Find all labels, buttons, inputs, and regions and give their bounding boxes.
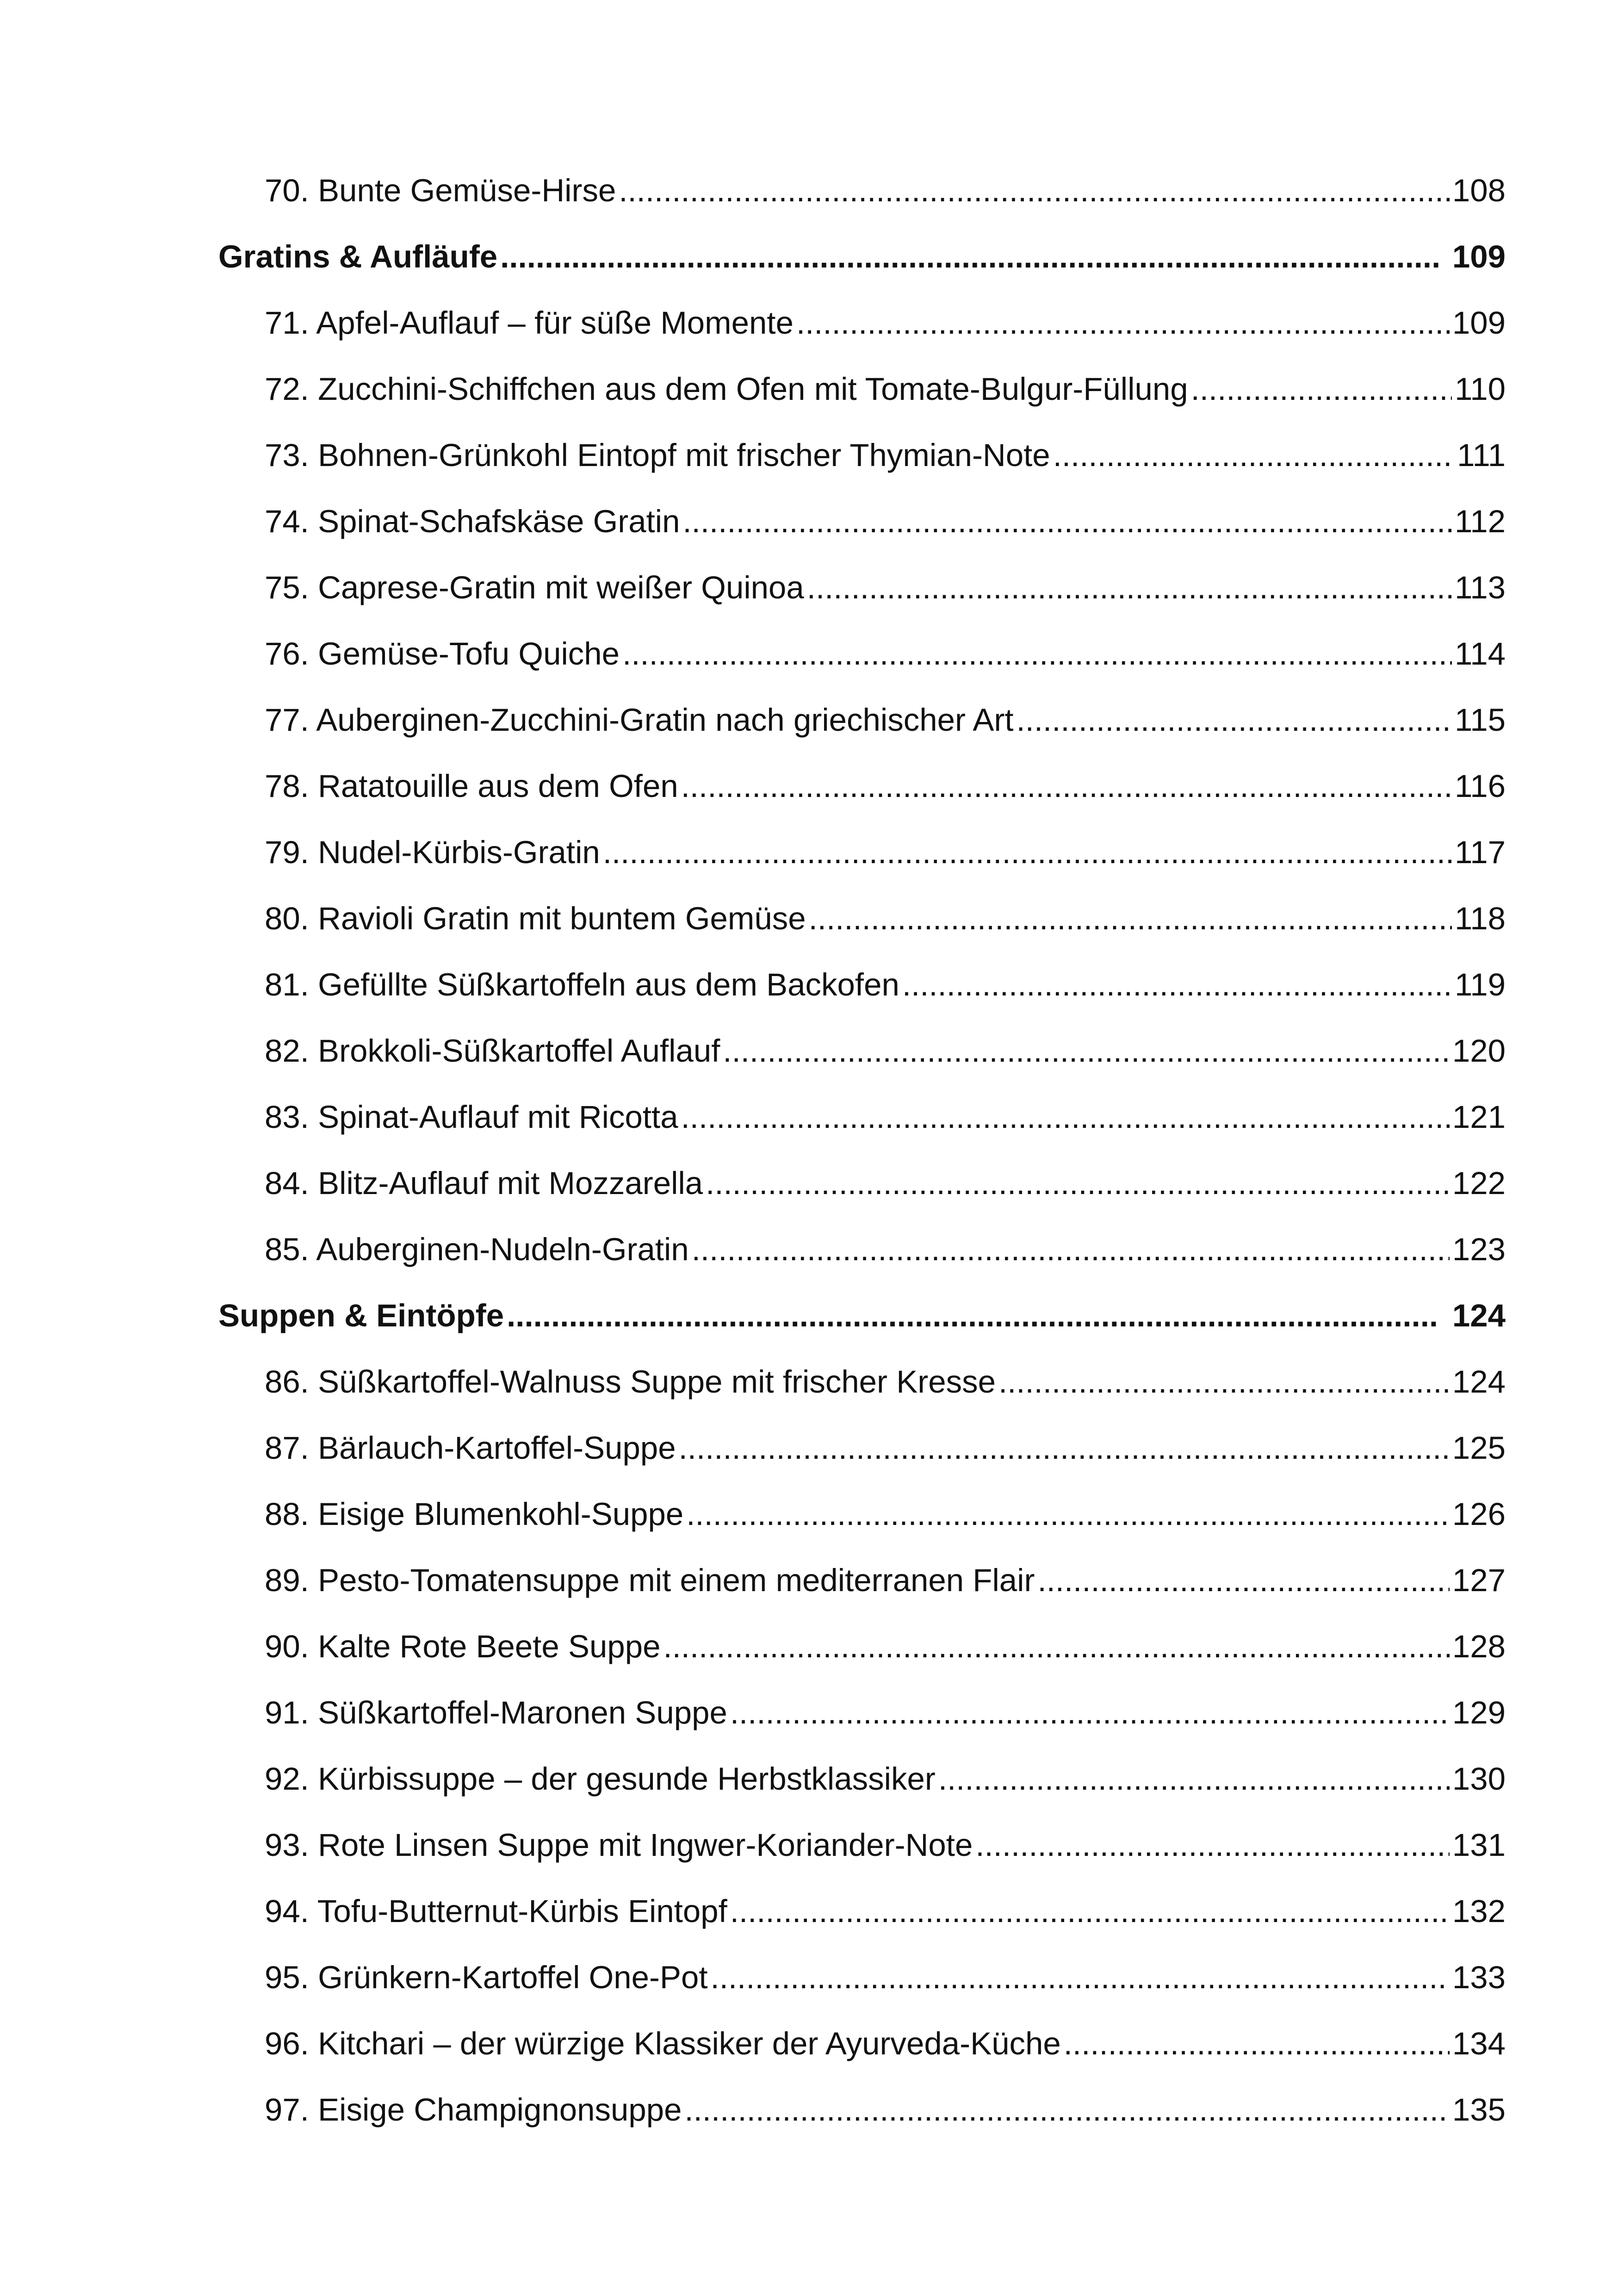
dot-leader	[1191, 356, 1452, 422]
toc-section-heading	[218, 1282, 1506, 1349]
toc-title: 85. Auberginen-Nudeln-Gratin	[265, 1232, 689, 1267]
dot-leader	[809, 885, 1452, 952]
dot-leader	[682, 488, 1452, 554]
toc-page-number: 112	[1454, 504, 1506, 539]
toc-title: 73. Bohnen-Grünkohl Eintopf mit frischer Thymian-Note	[265, 437, 1050, 473]
toc-entry	[218, 1018, 1506, 1084]
dot-leader	[679, 1415, 1450, 1481]
dot-leader	[681, 1084, 1450, 1150]
toc-page-number: 120	[1452, 1033, 1506, 1069]
toc-entry	[218, 1415, 1506, 1481]
toc-page-number: 125	[1452, 1430, 1506, 1466]
dot-leader	[975, 1812, 1450, 1878]
toc-title: 81. Gefüllte Süßkartoffeln aus dem Backofen	[265, 967, 899, 1002]
dot-leader	[686, 1481, 1450, 1547]
toc-title: 94. Tofu-Butternut-Kürbis Eintopf	[265, 1893, 727, 1929]
dot-leader	[730, 1680, 1450, 1746]
toc-page-number: 130	[1452, 1761, 1506, 1797]
toc-entry	[218, 1878, 1506, 1944]
dot-leader	[507, 1282, 1438, 1349]
toc-title: 70. Bunte Gemüse-Hirse	[265, 173, 616, 208]
toc-page-number: 124	[1452, 1364, 1506, 1400]
toc-title: 79. Nudel-Kürbis-Gratin	[265, 834, 600, 870]
toc-entry	[218, 753, 1506, 819]
toc-entry	[218, 2010, 1506, 2077]
dot-leader	[807, 554, 1452, 621]
toc-title: 89. Pesto-Tomatensuppe mit einem mediterranen Flair	[265, 1562, 1035, 1598]
toc-entry	[218, 157, 1506, 224]
toc-page-number: 121	[1452, 1099, 1506, 1135]
toc-entry	[218, 488, 1506, 554]
dot-leader	[998, 1349, 1450, 1415]
toc-page-number: 118	[1454, 901, 1506, 936]
toc-page-number: 135	[1452, 2092, 1506, 2128]
dot-leader	[684, 2077, 1449, 2143]
toc-page-number: 117	[1454, 834, 1506, 870]
dot-leader	[1017, 687, 1452, 753]
toc-page-number: 134	[1452, 2026, 1506, 2061]
toc-title: 87. Bärlauch-Kartoffel-Suppe	[265, 1430, 676, 1466]
toc-entry	[218, 1084, 1506, 1150]
dot-leader	[500, 224, 1438, 290]
dot-leader	[938, 1746, 1450, 1812]
dot-leader	[711, 1944, 1450, 2010]
toc-entry	[218, 687, 1506, 753]
toc-page-number: 109	[1452, 305, 1506, 341]
toc-entry	[218, 1944, 1506, 2010]
dot-leader	[681, 753, 1452, 819]
toc-page-number: 129	[1452, 1695, 1506, 1730]
toc-title: Gratins & Aufläufe	[218, 239, 498, 274]
toc-title: 74. Spinat-Schafskäse Gratin	[265, 504, 680, 539]
toc-entry	[218, 422, 1506, 488]
dot-leader	[603, 819, 1452, 885]
toc-entry	[218, 1150, 1506, 1216]
toc-title: 83. Spinat-Auflauf mit Ricotta	[265, 1099, 678, 1135]
dot-leader	[622, 621, 1452, 687]
dot-leader	[730, 1878, 1450, 1944]
toc-title: 93. Rote Linsen Suppe mit Ingwer-Koriander-Note	[265, 1827, 973, 1863]
toc-entry	[218, 1680, 1506, 1746]
toc-page-number: 119	[1454, 967, 1506, 1002]
toc-page-number: 131	[1452, 1827, 1506, 1863]
toc-title: 91. Süßkartoffel-Maronen Suppe	[265, 1695, 727, 1730]
toc-title: 75. Caprese-Gratin mit weißer Quinoa	[265, 570, 804, 605]
toc-title: 97. Eisige Champignonsuppe	[265, 2092, 682, 2128]
toc-page-number: 128	[1452, 1629, 1506, 1664]
toc-title: 96. Kitchari – der würzige Klassiker der Ayurveda-Küche	[265, 2026, 1061, 2061]
toc-entry	[218, 1349, 1506, 1415]
table-of-contents	[218, 157, 1506, 2143]
toc-entry	[218, 1812, 1506, 1878]
toc-title: 80. Ravioli Gratin mit buntem Gemüse	[265, 901, 806, 936]
toc-entry	[218, 1746, 1506, 1812]
toc-title: 86. Süßkartoffel-Walnuss Suppe mit frischer Kresse	[265, 1364, 996, 1400]
toc-title: 72. Zucchini-Schiffchen aus dem Ofen mit Tomate-Bulgur-Füllung	[265, 371, 1188, 407]
toc-entry	[218, 1613, 1506, 1680]
toc-title: 76. Gemüse-Tofu Quiche	[265, 636, 620, 672]
toc-entry	[218, 885, 1506, 952]
toc-page-number: 126	[1452, 1496, 1506, 1532]
toc-title: 90. Kalte Rote Beete Suppe	[265, 1629, 661, 1664]
toc-entry	[218, 2077, 1506, 2143]
toc-page-number: 133	[1452, 1960, 1506, 1995]
dot-leader	[796, 290, 1450, 356]
toc-page-number: 122	[1452, 1165, 1506, 1201]
toc-entry	[218, 1216, 1506, 1282]
toc-title: 82. Brokkoli-Süßkartoffel Auflauf	[265, 1033, 720, 1069]
toc-page-number: 115	[1454, 702, 1506, 738]
toc-page-number: 110	[1454, 371, 1506, 407]
toc-title: Suppen & Eintöpfe	[218, 1298, 504, 1333]
toc-page-number: 124	[1452, 1298, 1506, 1333]
toc-entry	[218, 1481, 1506, 1547]
toc-entry	[218, 356, 1506, 422]
toc-title: 71. Apfel-Auflauf – für süße Momente	[265, 305, 794, 341]
toc-entry	[218, 819, 1506, 885]
dot-leader	[723, 1018, 1449, 1084]
toc-title: 92. Kürbissuppe – der gesunde Herbstklassiker	[265, 1761, 936, 1797]
dot-leader	[1064, 2010, 1450, 2077]
dot-leader	[1037, 1547, 1449, 1613]
toc-title: 95. Grünkern-Kartoffel One-Pot	[265, 1960, 708, 1995]
toc-entry	[218, 554, 1506, 621]
dot-leader	[706, 1150, 1450, 1216]
toc-title: 77. Auberginen-Zucchini-Gratin nach griechischer Art	[265, 702, 1014, 738]
toc-entry	[218, 290, 1506, 356]
toc-page-number: 108	[1452, 173, 1506, 208]
toc-page-number: 127	[1452, 1562, 1506, 1598]
dot-leader	[663, 1613, 1449, 1680]
toc-page-number: 113	[1454, 570, 1506, 605]
dot-leader	[1053, 422, 1454, 488]
toc-page-number: 123	[1452, 1232, 1506, 1267]
dot-leader	[902, 952, 1452, 1018]
toc-entry	[218, 1547, 1506, 1613]
toc-page-number: 109	[1452, 239, 1506, 274]
toc-page-number: 132	[1452, 1893, 1506, 1929]
toc-title: 84. Blitz-Auflauf mit Mozzarella	[265, 1165, 703, 1201]
toc-section-heading	[218, 224, 1506, 290]
toc-page-number: 111	[1457, 437, 1506, 473]
dot-leader	[619, 157, 1450, 224]
toc-entry	[218, 621, 1506, 687]
toc-page-number: 114	[1454, 636, 1506, 672]
dot-leader	[692, 1216, 1450, 1282]
toc-page-number: 116	[1454, 768, 1506, 804]
toc-title: 78. Ratatouille aus dem Ofen	[265, 768, 678, 804]
toc-title: 88. Eisige Blumenkohl-Suppe	[265, 1496, 684, 1532]
toc-entry	[218, 952, 1506, 1018]
